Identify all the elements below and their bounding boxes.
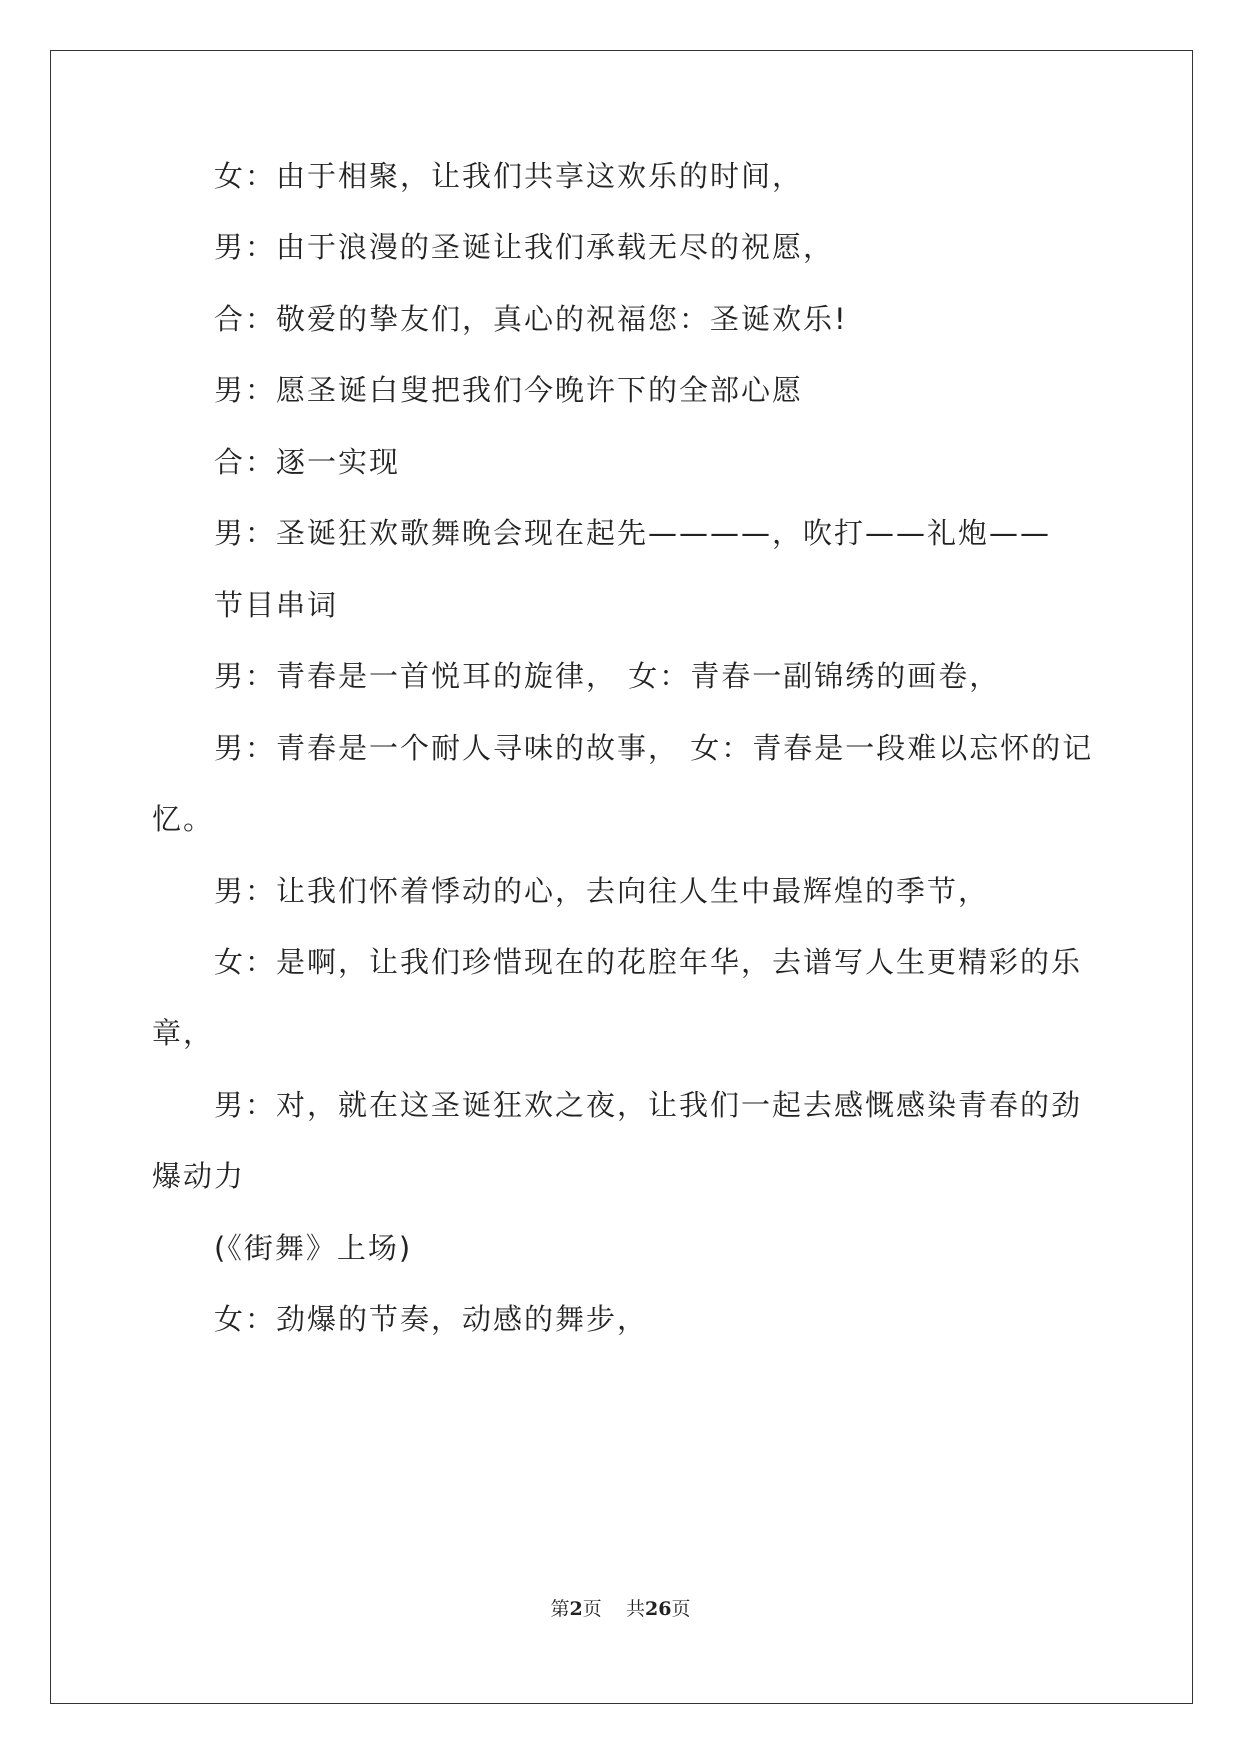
text-line-3: 合：敬爱的挚友们，真心的祝福您：圣诞欢乐! — [214, 302, 848, 336]
text-line-13: 章， — [152, 1016, 215, 1050]
text-line-9: 男：青春是一个耐人寻味的故事， 女：青春是一段难以忘怀的记 — [214, 731, 1094, 765]
text-line-6: 男：圣诞狂欢歌舞晚会现在起先————，吹打——礼炮—— — [214, 516, 1052, 550]
footer-total-suffix: 页 — [671, 1598, 691, 1620]
text-line-1: 女：由于相聚，让我们共享这欢乐的时间， — [214, 159, 804, 193]
footer-current-page: 2 — [569, 1598, 583, 1620]
footer-total-prefix: 共 — [625, 1598, 645, 1620]
text-line-4: 男：愿圣诞白叟把我们今晚许下的全部心愿 — [214, 373, 804, 407]
footer-total-pages: 26 — [644, 1598, 672, 1620]
text-line-10: 忆。 — [152, 802, 215, 836]
text-line-17: 女：劲爆的节奏，动感的舞步， — [214, 1302, 649, 1336]
stage-direction: (《街舞》上场) — [214, 1231, 413, 1265]
footer-prefix: 第 — [550, 1598, 570, 1620]
text-line-14: 男：对，就在这圣诞狂欢之夜，让我们一起去感慨感染青春的劲 — [214, 1088, 1083, 1122]
text-line-2: 男：由于浪漫的圣诞让我们承载无尽的祝愿， — [214, 230, 835, 264]
text-line-11: 男：让我们怀着悸动的心，去向往人生中最辉煌的季节， — [214, 874, 990, 908]
page-footer — [0, 1597, 1241, 1621]
footer-page-word: 页 — [582, 1598, 602, 1620]
section-heading: 节目串词 — [214, 588, 339, 622]
text-line-5: 合：逐一实现 — [214, 445, 401, 479]
text-line-12: 女：是啊，让我们珍惜现在的花腔年华，去谱写人生更精彩的乐 — [214, 945, 1083, 979]
text-line-15: 爆动力 — [152, 1159, 246, 1193]
text-line-8: 男：青春是一首悦耳的旋律， 女：青春一副锦绣的画卷， — [214, 659, 1001, 693]
